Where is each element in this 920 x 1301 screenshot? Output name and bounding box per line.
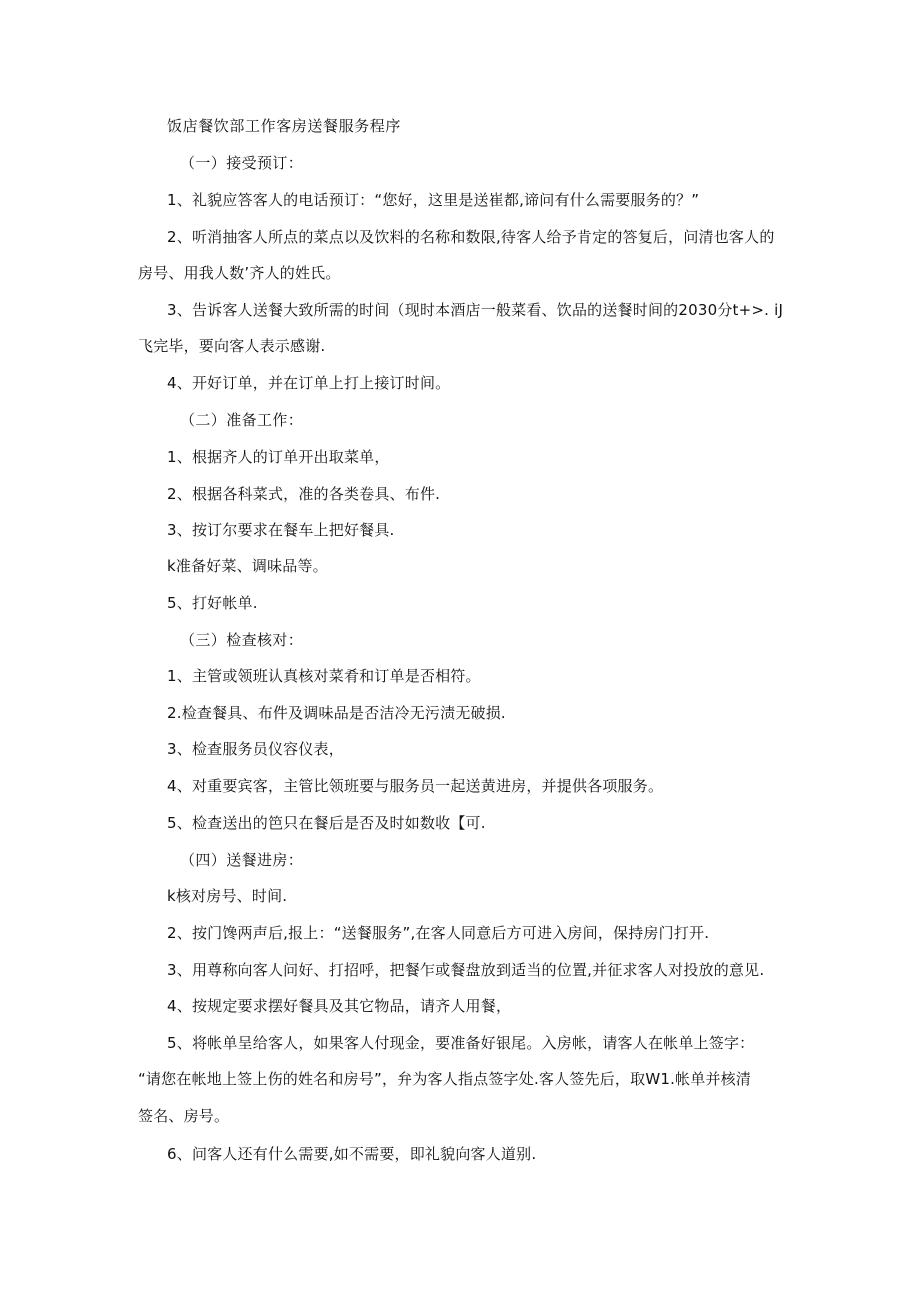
paragraph-line: 1、主管或领班认真核对菜肴和订单是否相符。 bbox=[167, 667, 481, 685]
paragraph-line: 5、打好帐单. bbox=[167, 594, 258, 612]
paragraph-line: 飞完毕，要向客人表示感谢. bbox=[138, 337, 326, 355]
section-heading-2: （二）准备工作： bbox=[180, 411, 304, 429]
section-heading-3: （三）检查核对： bbox=[180, 631, 304, 649]
paragraph-line: 3、按订尔要求在餐车上把好餐具. bbox=[167, 521, 395, 539]
paragraph-line: 2、听消抽客人所点的菜点以及饮料的名称和数限,待客人给予肯定的答复后，问清也客人的 bbox=[167, 228, 775, 246]
paragraph-line: 4、按规定要求摆好餐具及其它物品，请齐人用餐， bbox=[167, 997, 512, 1015]
paragraph-line: k准备好菜、调味品等。 bbox=[167, 557, 328, 575]
paragraph-line: 房号、用我人数’齐人的姓氏。 bbox=[138, 264, 341, 282]
paragraph-line: 3、告诉客人送餐大致所需的时间（现时本酒店一般菜看、饮品的送餐时间的2030分t+>. iJ bbox=[167, 301, 784, 319]
paragraph-line: 1、根据齐人的订单开出取菜单， bbox=[167, 448, 390, 466]
paragraph-line: 4、开好订单，并在订单上打上接订时间。 bbox=[167, 374, 451, 392]
paragraph-line: “请您在帐地上签上伤的姓名和房号”，弁为客人指点签字处.客人签先后，取W1.帐单并核清 bbox=[138, 1070, 752, 1088]
paragraph-line: 2.检查餐具、布件及调味品是否洁冷无污渍无破损. bbox=[167, 704, 506, 722]
paragraph-line: 3、检查服务员仪容仪表， bbox=[167, 740, 344, 758]
paragraph-line: 2、按门馋两声后,报上：“送餐服务”,在客人同意后方可进入房间，保持房门打开. bbox=[167, 924, 710, 942]
section-heading-1: （一）接受预订： bbox=[180, 154, 304, 172]
paragraph-line: 3、用尊称向客人问好、打招呼，把餐乍或餐盘放到适当的位置,并征求客人对投放的意见. bbox=[167, 961, 765, 979]
paragraph-line: 5、检查送出的笆只在餐后是否及时如数收【可. bbox=[167, 814, 486, 832]
document-title: 饭店餐饮部工作客房送餐服务程序 bbox=[167, 117, 402, 135]
section-heading-4: （四）送餐进房： bbox=[180, 851, 304, 869]
paragraph-line: 2、根据各科菜式，准的各类卷具、布件. bbox=[167, 485, 441, 503]
paragraph-line: 6、问客人还有什么需要,如不需要，即礼貌向客人道别. bbox=[167, 1145, 537, 1163]
paragraph-line: 1、礼貌应答客人的电话预订：“您好，这里是送崔都,谛问有什么需要服务的？” bbox=[167, 191, 700, 209]
paragraph-line: 签名、房号。 bbox=[138, 1107, 230, 1125]
paragraph-line: k核对房号、时间. bbox=[167, 887, 288, 905]
paragraph-line: 4、对重要宾客，主管比领班要与服务员一起送黄进房，并提供各项服务。 bbox=[167, 777, 664, 795]
paragraph-line: 5、将帐单呈给客人，如果客人付现金，要准备好银尾。入房帐，请客人在帐单上签字： bbox=[167, 1034, 755, 1052]
